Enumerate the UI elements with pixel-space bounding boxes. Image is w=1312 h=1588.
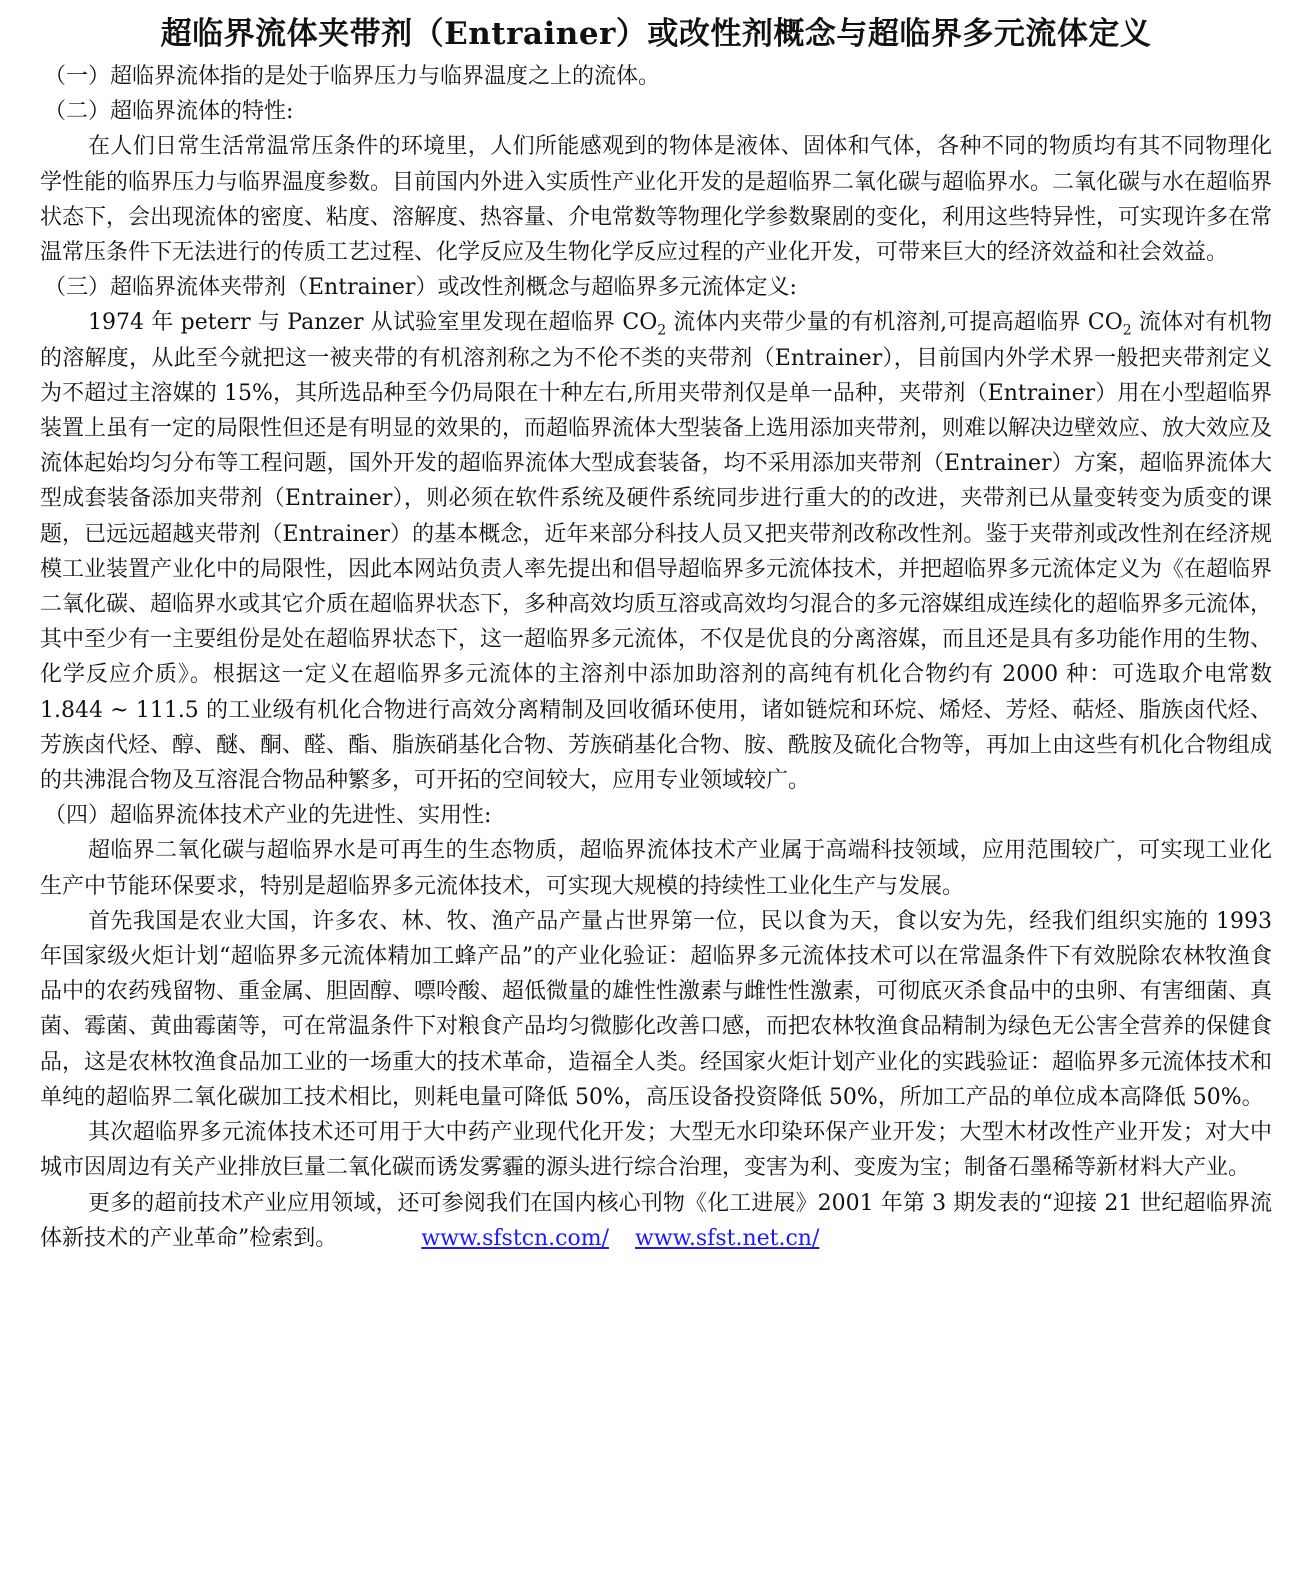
section-4-paragraph-3: 其次超临界多元流体技术还可用于大中药产业现代化开发；大型无水印染环保产业开发；大型木材改性产业开发；对大中城市因周边有关产业排放巨量二氧化碳而诱发雾霾的源头进行综合治理，变害为利、变废为宝；制备石墨稀等新材料大产业。: [40, 1120, 1272, 1181]
section-4-paragraph-4: [40, 1186, 1272, 1256]
section-3-heading: （三）超临界流体夹带剂（Entrainer）或改性剂概念与超临界多元流体定义:: [44, 275, 797, 301]
closing-text: 更多的超前技术产业应用领域，还可参阅我们在国内核心刊物《化工进展》2001 年第 3 期发表的“迎接 21 世纪超临界流体新技术的产业革命”检索到。: [40, 1190, 1272, 1251]
section-3-text-part-c: 流体对有机物的溶解度，从此至今就把这一被夹带的有机溶剂称之为不伦不类的夹带剂（Entrainer），目前国内外学术界一般把夹带剂定义为不超过主溶媒的 15%，其所选品种至今仍局限在十种左右,所用夹带剂仅是单一品种，夹带剂（Entrainer）用在小型超临界装置上虽有一定的局限性但还是有明显的效果的，而超临界流体大型装备上选用添加夹带剂，则难以解决边壁效应、放大效应及流体起始均匀分布等工程问题，国外开发的超临界流体大型成套装备，均不采用添加夹带剂（Entrainer）方案，超临界流体大型成套装备添加夹带剂（Entrainer），则必须在软件系统及硬件系统同步进行重大的的改进，夹带剂已从量变转变为质变的课题，已远远超越夹带剂（Entrainer）的基本概念，近年来部分科技人员又把夹带剂改称改性剂。鉴于夹带剂或改性剂在经济规模工业装置产业化中的局限性，因此本网站负责人率先提出和倡导超临界多元流体技术，并把超临界多元流体定义为《在超临界二氧化碳、超临界水或其它介质在超临界状态下，多种高效均质互溶或高效均匀混合的多元溶媒组成连续化的超临界多元流体，其中至少有一主要组份是处在超临界状态下，这一超临界多元流体，不仅是优良的分离溶媒，而且还是具有多功能作用的生物、化学反应介质》。根据这一定义在超临界多元流体的主溶剂中添加助溶剂的高纯有机化合物约有 2000 种：可选取介电常数 1.844 ~ 111.5 的工业级有机化合物进行高效分离精制及回收循环使用，诸如链烷和环烷、烯烃、芳烃、萜烃、脂族卤代烃、芳族卤代烃、醇、醚、酮、醛、酯、脂族硝基化合物、芳族硝基化合物、胺、酰胺及硫化合物等，再加上由这些有机化合物组成的共沸混合物及互溶混合物品种繁多，可开拓的空间较大，应用专业领域较广。: [40, 310, 1273, 794]
website-link-sfstcn[interactable]: www.sfstcn.com/: [421, 1225, 610, 1251]
section-4-paragraph-2: 首先我国是农业大国，许多农、林、牧、渔产品产量占世界第一位，民以食为天，食以安为先，经我们组织实施的 1993 年国家级火炬计划“超临界多元流体精加工蜂产品”的产业化验证：超临界多元流体技术可以在常温条件下有效脱除农林牧渔食品中的农药残留物、重金属、胆固醇、嘌呤酸、超低微量的雄性性激素与雌性性激素，可彻底灭杀食品中的虫卵、有害细菌、真菌、霉菌、黄曲霉菌等，可在常温条件下对粮食产品均匀微膨化改善口感，而把农林牧渔食品精制为绿色无公害全营养的保健食品，这是农林牧渔食品加工业的一场重大的技术革命，造福全人类。经国家火炬计划产业化的实践验证：超临界多元流体技术和单纯的超临界二氧化碳加工技术相比，则耗电量可降低 50%，高压设备投资降低 50%，所加工产品的单位成本高降低 50%。: [40, 908, 1273, 1110]
section-3-paragraph: [40, 305, 1272, 798]
co2-subscript: 2: [657, 322, 667, 339]
section-2-paragraph: 在人们日常生活常温常压条件的环境里，人们所能感观到的物体是液体、固体和气体，各种不同的物质均有其不同物理化学性能的临界压力与临界温度参数。目前国内外进入实质性产业化开发的是超临界二氧化碳与超临界水。二氧化碳与水在超临界状态下，会出现流体的密度、粘度、溶解度、热容量、介电常数等物理化学参数聚剧的变化，利用这些特异性，可实现许多在常温常压条件下无法进行的传质工艺过程、化学反应及生物化学反应过程的产业化开发，可带来巨大的经济效益和社会效益。: [40, 134, 1273, 266]
co2-subscript: 2: [1122, 322, 1132, 339]
section-3-text-part-a: 1974 年 peterr 与 Panzer 从试验室里发现在超临界 CO: [88, 310, 658, 336]
page-title: 超临界流体夹带剂（Entrainer）或改性剂概念与超临界多元流体定义: [160, 16, 1152, 52]
website-link-sfst[interactable]: www.sfst.net.cn/: [635, 1225, 820, 1251]
section-4-paragraph-1: 超临界二氧化碳与超临界水是可再生的生态物质，超临界流体技术产业属于高端科技领域，应用范围较广，可实现工业化生产中节能环保要求，特别是超临界多元流体技术，可实现大规模的持续性工业化生产与发展。: [40, 838, 1272, 899]
document-page: [40, 0, 1272, 1256]
section-2-heading: （二）超临界流体的特性:: [44, 99, 294, 125]
section-4-heading: （四）超临界流体技术产业的先进性、实用性:: [44, 803, 492, 829]
section-3-text-part-b: 流体内夹带少量的有机溶剂,可提高超临界 CO: [666, 310, 1123, 336]
section-1-heading: （一）超临界流体指的是处于临界压力与临界温度之上的流体。: [44, 64, 661, 89]
